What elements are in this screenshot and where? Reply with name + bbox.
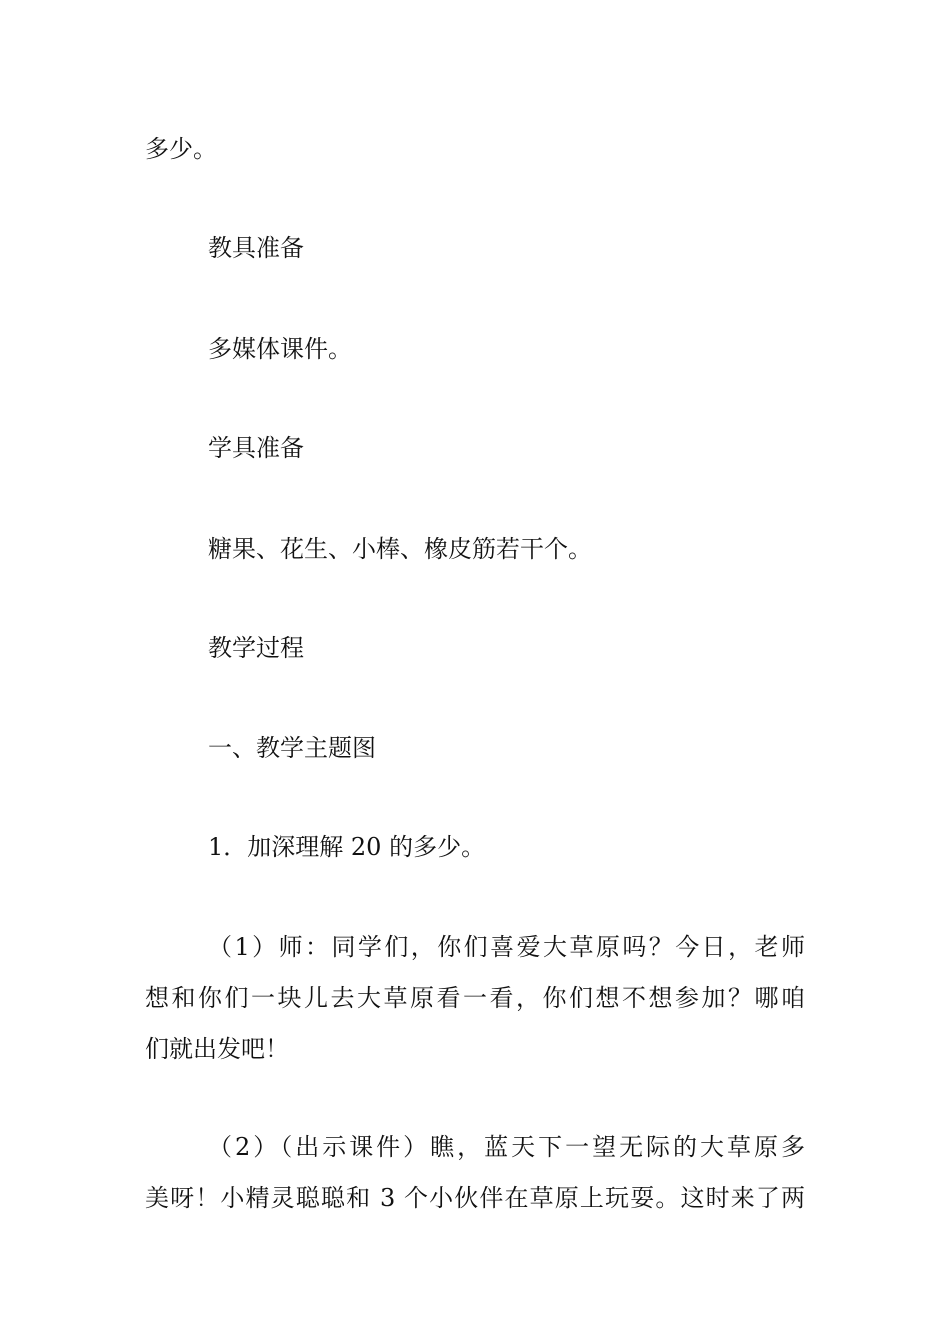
item-heading-1: 1．加深理解 20 的多少。: [208, 833, 486, 861]
section-heading-theme: 一、教学主题图: [208, 734, 376, 762]
paragraph-2-line-2: 美呀！小精灵聪聪和 3 个小伙伴在草原上玩耍。这时来了两: [145, 1184, 805, 1212]
text-multimedia: 多媒体课件。: [208, 335, 352, 363]
text-line-continuation: 多少。: [145, 135, 217, 163]
paragraph-1-line-1: （1）师：同学们，你们喜爱大草原吗？今日，老师: [208, 933, 805, 961]
heading-teaching-process: 教学过程: [208, 634, 304, 662]
paragraph-1-line-2: 想和你们一块儿去大草原看一看，你们想不想参加？哪咱: [145, 984, 805, 1012]
paragraph-2-line-1: （2）（出示课件）瞧，蓝天下一望无际的大草原多: [208, 1133, 805, 1161]
heading-teaching-aids: 教具准备: [208, 234, 304, 262]
heading-student-materials: 学具准备: [208, 434, 304, 462]
paragraph-1-line-3: 们就出发吧！: [145, 1035, 289, 1063]
text-materials-list: 糖果、花生、小棒、橡皮筋若干个。: [208, 535, 592, 563]
